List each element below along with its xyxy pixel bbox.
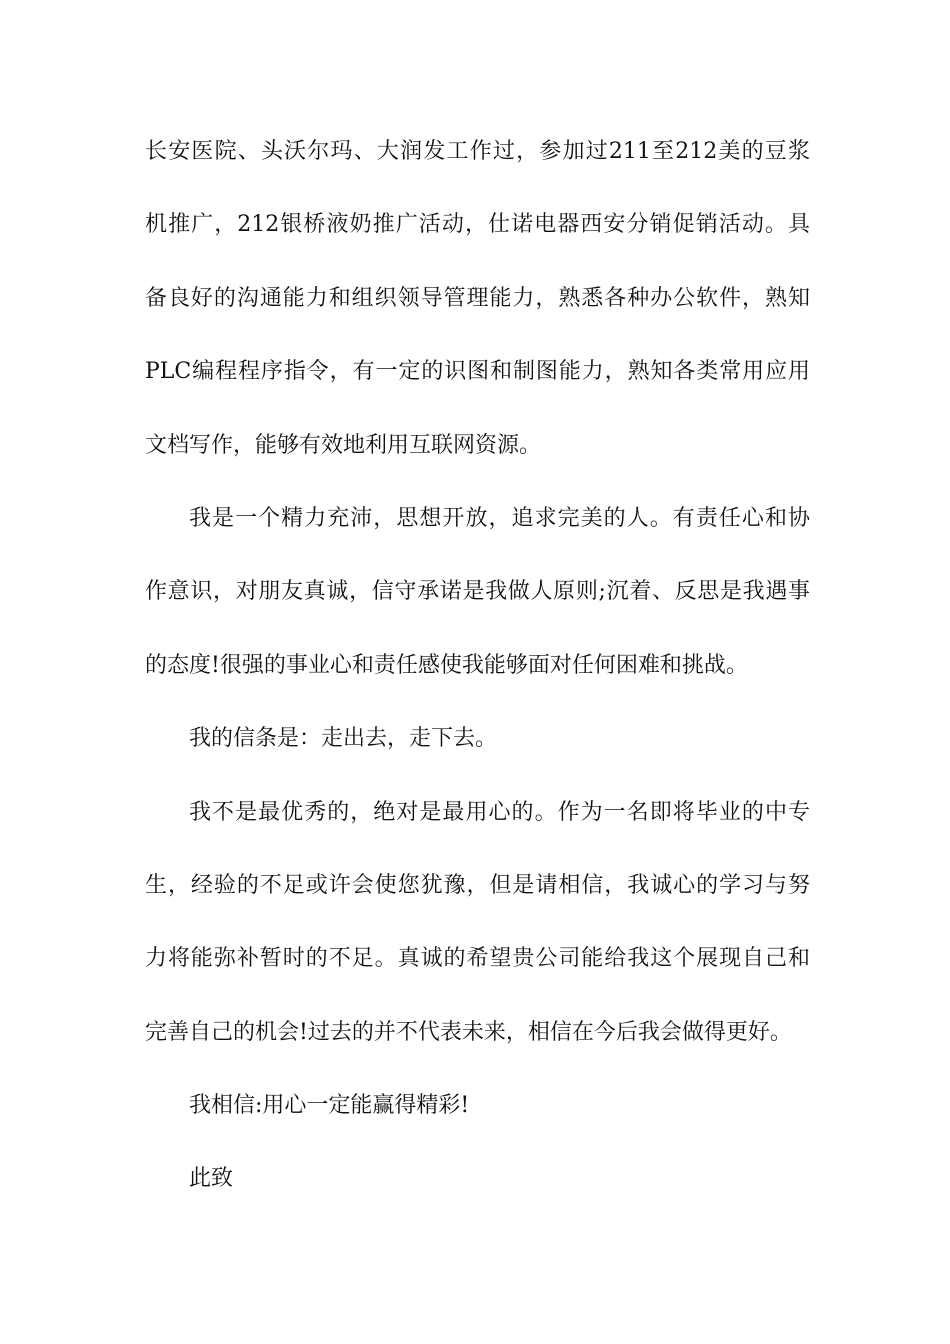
text-line: 长安医院、头沃尔玛、大润发工作过，参加过211至212美的豆浆 [145, 139, 810, 164]
text-line: 文档写作，能够有效地利用互联网资源。 [145, 432, 542, 458]
text-line: 此致 [189, 1166, 234, 1192]
text-line: 我不是最优秀的，绝对是最用心的。作为一名即将毕业的中专 [189, 799, 810, 825]
text-line: 机推广，212银桥液奶推广活动，仕诺电器西安分销促销活动。具 [145, 212, 810, 238]
text-line: 生，经验的不足或许会使您犹豫，但是请相信，我诚心的学习与努 [145, 872, 810, 898]
text-line: 完善自己的机会!过去的并不代表未来，相信在今后我会做得更好。 [145, 1019, 792, 1045]
text-line: 的态度!很强的事业心和责任感使我能够面对任何困难和挑战。 [145, 652, 748, 678]
paragraph-closing [145, 1155, 810, 1228]
text-line: 作意识，对朋友真诚，信守承诺是我做人原则;沉着、反思是我遇事 [145, 579, 810, 605]
paragraph-belief [145, 1082, 810, 1155]
letter-body [145, 128, 810, 1229]
text-line: 我是一个精力充沛，思想开放，追求完美的人。有责任心和协 [189, 505, 810, 531]
text-line: 力将能弥补暂时的不足。真诚的希望贵公司能给我这个展现自己和 [145, 946, 810, 972]
text-line: PLC编程程序指令，有一定的识图和制图能力，熟知各类常用应用 [145, 359, 810, 385]
paragraph-experience [145, 128, 810, 495]
text-line: 我的信条是：走出去，走下去。 [189, 726, 498, 752]
paragraph-motto [145, 715, 810, 788]
paragraph-request [145, 789, 810, 1083]
paragraph-personality [145, 495, 810, 715]
text-line: 我相信:用心一定能赢得精彩! [189, 1093, 470, 1119]
text-line: 备良好的沟通能力和组织领导管理能力，熟悉各种办公软件，熟知 [145, 285, 810, 311]
